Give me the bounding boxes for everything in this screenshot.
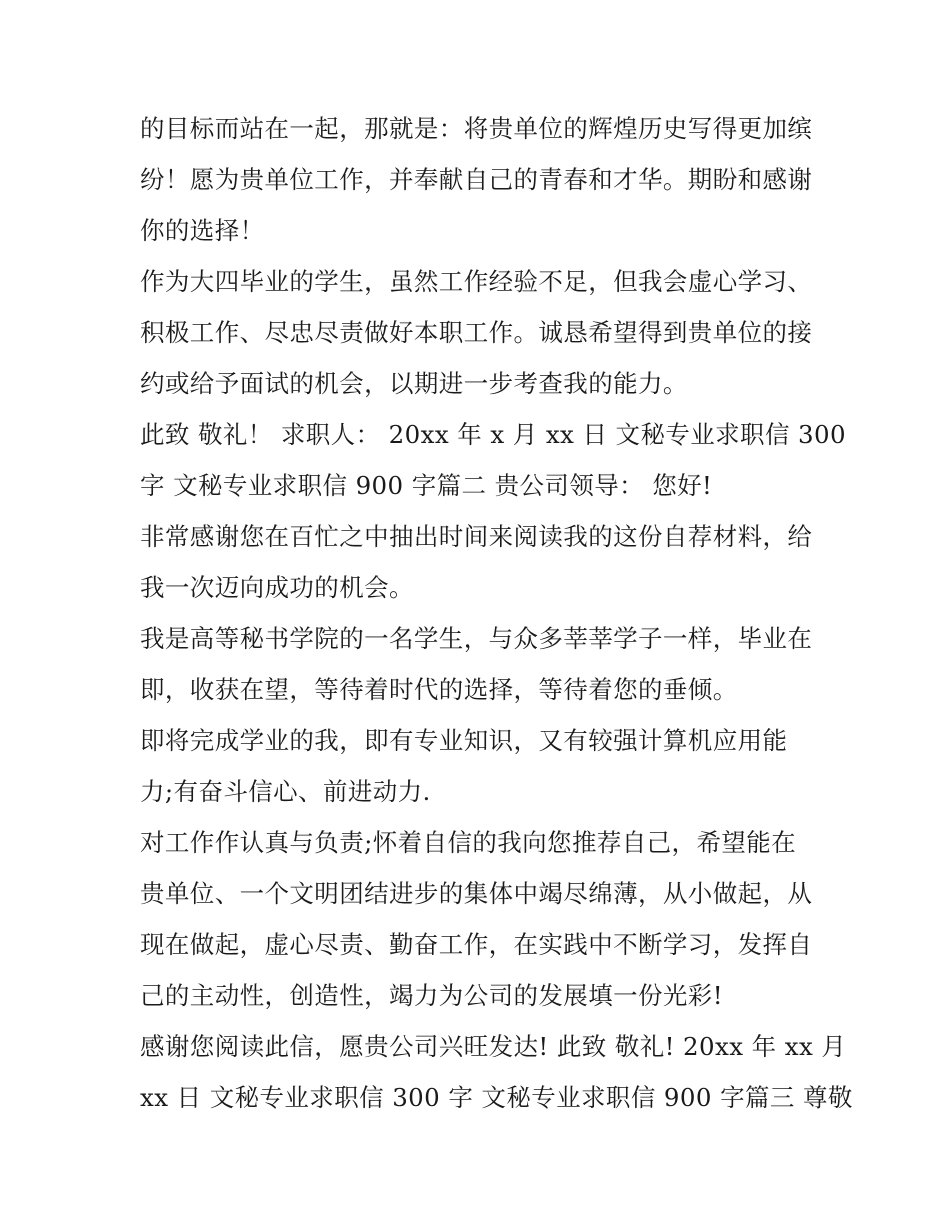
text-line: 即，收获在望，等待着时代的选择，等待着您的垂倾。 — [140, 675, 738, 704]
text-line: 贵单位、一个文明团结进步的集体中竭尽绵薄，从小做起，从 — [140, 879, 813, 908]
text-line: 纷！愿为贵单位工作，并奉献自己的青春和才华。期盼和感谢 — [140, 165, 813, 194]
text-line: 作为大四毕业的学生，虽然工作经验不足，但我会虚心学习、 — [140, 267, 813, 296]
text-line: 力;有奋斗信心、前进动力. — [140, 777, 431, 806]
text-line: 对工作作认真与负责;怀着自信的我向您推荐自己，希望能在 — [140, 828, 797, 857]
text-line: 即将完成学业的我，即有专业知识，又有较强计算机应用能 — [140, 726, 788, 755]
text-line: 感谢您阅读此信，愿贵公司兴旺发达! 此致 敬礼! 20xx 年 xx 月 — [140, 1032, 847, 1061]
text-line: 的目标而站在一起，那就是：将贵单位的辉煌历史写得更加缤 — [140, 114, 813, 143]
text-line: 己的主动性，创造性，竭力为公司的发展填一份光彩! — [140, 981, 723, 1010]
text-line: 此致 敬礼！ 求职人： 20xx 年 x 月 xx 日 文秘专业求职信 300 — [140, 420, 847, 449]
text-line: 你的选择！ — [140, 216, 265, 245]
text-line: 积极工作、尽忠尽责做好本职工作。诚恳希望得到贵单位的接 — [140, 318, 813, 347]
body-text — [140, 103, 853, 1123]
text-line: 我一次迈向成功的机会。 — [140, 573, 414, 602]
text-line: xx 日 文秘专业求职信 300 字 文秘专业求职信 900 字篇三 尊敬 — [140, 1083, 853, 1112]
text-line: 现在做起，虚心尽责、勤奋工作，在实践中不断学习，发挥自 — [140, 930, 813, 959]
text-line: 约或给予面试的机会，以期进一步考查我的能力。 — [140, 369, 688, 398]
text-line: 我是高等秘书学院的一名学生，与众多莘莘学子一样，毕业在 — [140, 624, 813, 653]
text-line: 非常感谢您在百忙之中抽出时间来阅读我的这份自荐材料，给 — [140, 522, 813, 551]
text-line: 字 文秘专业求职信 900 字篇二 贵公司领导： 您好! — [140, 471, 713, 500]
